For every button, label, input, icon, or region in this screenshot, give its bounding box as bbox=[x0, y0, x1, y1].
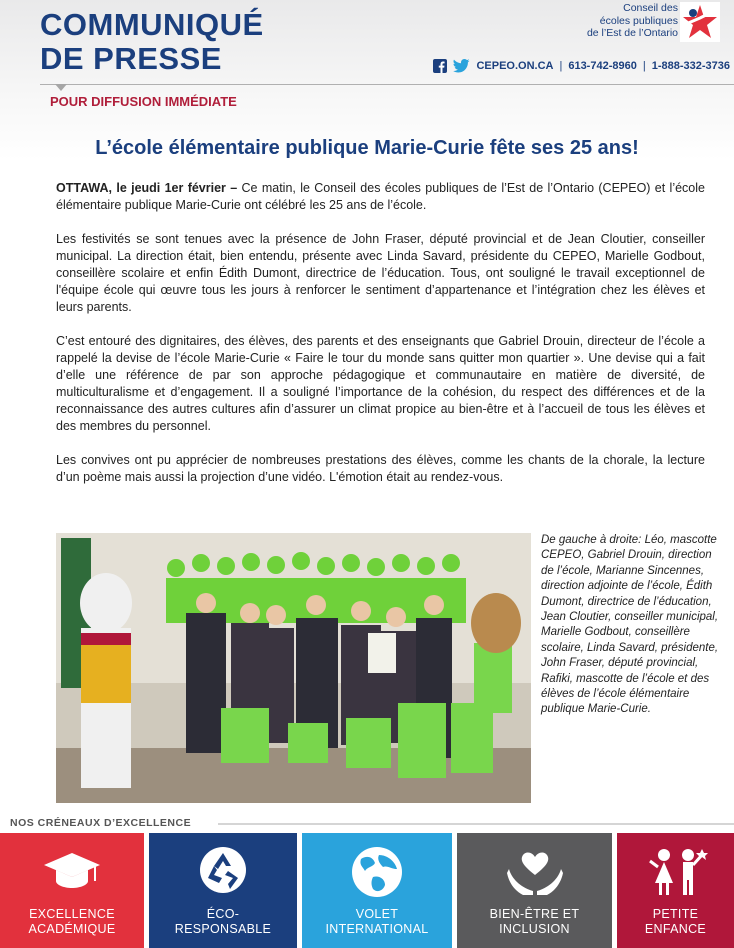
article-body bbox=[56, 180, 705, 503]
graduation-cap-icon bbox=[42, 845, 102, 895]
logo-line-2: écoles publiques bbox=[599, 14, 678, 27]
divider-caret-icon bbox=[55, 84, 67, 91]
tile-label-line-1: VOLET bbox=[355, 907, 399, 921]
photo-caption: De gauche à droite: Léo, mascotte CEPEO, Gabriel Drouin, direction de l’école, Marianne Sincennes, direction adjointe de l’école, Édith Dumont, directrice de l’éducation, Jean Cloutier, conseiller municipal, Marielle Godbout, conseillère scolaire, Linda Savard, présidente, John Fraser, député provincial, Rafiki, mascotte de l’école et des élèves de l’école élémentaire publique Marie-Curie. bbox=[541, 534, 719, 716]
tile-eco-responsable[interactable] bbox=[149, 833, 297, 948]
children-icon bbox=[644, 845, 708, 899]
paragraph-1 bbox=[56, 180, 705, 214]
cepeo-star-logo-icon bbox=[680, 2, 720, 42]
tile-volet-international[interactable] bbox=[302, 833, 452, 948]
tile-label-line-2: ACADÉMIQUE bbox=[28, 922, 116, 936]
tile-label-line-2: RESPONSABLE bbox=[174, 922, 272, 936]
tile-bien-etre-inclusion[interactable] bbox=[457, 833, 612, 948]
globe-icon bbox=[349, 845, 405, 899]
tile-label-line-2: INTERNATIONAL bbox=[325, 922, 429, 936]
paragraph-4: Les convives ont pu apprécier de nombreuses prestations des élèves, comme les chants de la chorale, la lecture d’un poème mais aussi la projection d’une vidéo. L'émotion était au rendez-vous. bbox=[56, 453, 705, 484]
phone-tollfree[interactable]: 1-888-332-3736 bbox=[651, 60, 730, 72]
title-line-1: COMMUNIQUÉ bbox=[40, 7, 264, 42]
logo-line-1: Conseil des bbox=[623, 2, 678, 14]
tile-excellence-academique[interactable] bbox=[0, 833, 144, 948]
tile-label-line-1: BIEN-ÊTRE ET bbox=[489, 907, 580, 921]
twitter-icon[interactable] bbox=[453, 59, 470, 73]
title-line-2: DE PRESSE bbox=[40, 41, 222, 76]
facebook-icon[interactable] bbox=[433, 59, 447, 73]
heart-hands-icon bbox=[505, 845, 565, 899]
excellence-section-label: NOS CRÉNEAUX D’EXCELLENCE bbox=[10, 817, 192, 829]
paragraph-2: Les festivités se sont tenues avec la présence de John Fraser, député provincial et de Jean Cloutier, conseiller municipal. La direction était, bien entendu, présente avec Linda Savard, présidente du CEPEO, Marielle Godbout, conseillère scolaire et enfin Édith Dumont, directrice de l’éducation. Tous, ont souligné le travail exceptionnel de l'équipe école qui œuvre tous les jours à renforcer le sentiment d’appartenance et l’intégration chez les élèves et leurs parents. bbox=[56, 232, 705, 314]
release-label: POUR DIFFUSION IMMÉDIATE bbox=[50, 94, 237, 109]
header-divider bbox=[40, 84, 734, 85]
paragraph-1-text: Ce matin, le Conseil des écoles publiques de l’Est de l’Ontario (CEPEO) et l’école élémentaire publique Marie-Curie ont célébré les 25 ans de l’école. bbox=[56, 181, 705, 212]
paragraph-3: C’est entouré des dignitaires, des élèves, des parents et des enseignants que Gabriel Drouin, directeur de l’école a rappelé la devise de l’école Marie-Curie « Faire le tour du monde sans quitter mon quartier ». Une devise qui a fait d’elle une référence de par son approche pédagogique et communautaire en matière de diversité, de multiculturalisme et d’engagement. Il a souligné l’importance de la cohésion, du respect des différences et de la reconnaissance des autres cultures afin d’assurer un climat propice au bien-être et à l’accueil de tous les élèves et des membres du personnel. bbox=[56, 334, 705, 433]
contact-separator: | bbox=[559, 60, 563, 72]
tile-label-line-1: ÉCO- bbox=[206, 907, 240, 921]
phone-local[interactable]: 613-742-8960 bbox=[568, 60, 637, 72]
article-headline: L’école élémentaire publique Marie-Curie fête ses 25 ans! bbox=[95, 137, 639, 159]
excellence-divider bbox=[218, 823, 734, 825]
contact-bar bbox=[433, 58, 730, 74]
cepeo-logo-text bbox=[587, 2, 678, 40]
group-photo bbox=[56, 533, 531, 803]
website-link[interactable]: CEPEO.ON.CA bbox=[476, 60, 554, 72]
contact-separator: | bbox=[642, 60, 646, 72]
dateline: OTTAWA, le jeudi 1er février – bbox=[56, 181, 238, 195]
recycle-icon bbox=[198, 845, 248, 895]
tile-label-line-2: ENFANCE bbox=[644, 922, 707, 936]
logo-line-3: de l’Est de l’Ontario bbox=[586, 27, 678, 39]
tile-label-line-1: EXCELLENCE bbox=[29, 907, 115, 921]
tile-petite-enfance[interactable] bbox=[617, 833, 734, 948]
press-release-title bbox=[40, 8, 264, 76]
tile-label-line-1: PETITE bbox=[652, 907, 699, 921]
tile-label-line-2: INCLUSION bbox=[499, 922, 570, 936]
